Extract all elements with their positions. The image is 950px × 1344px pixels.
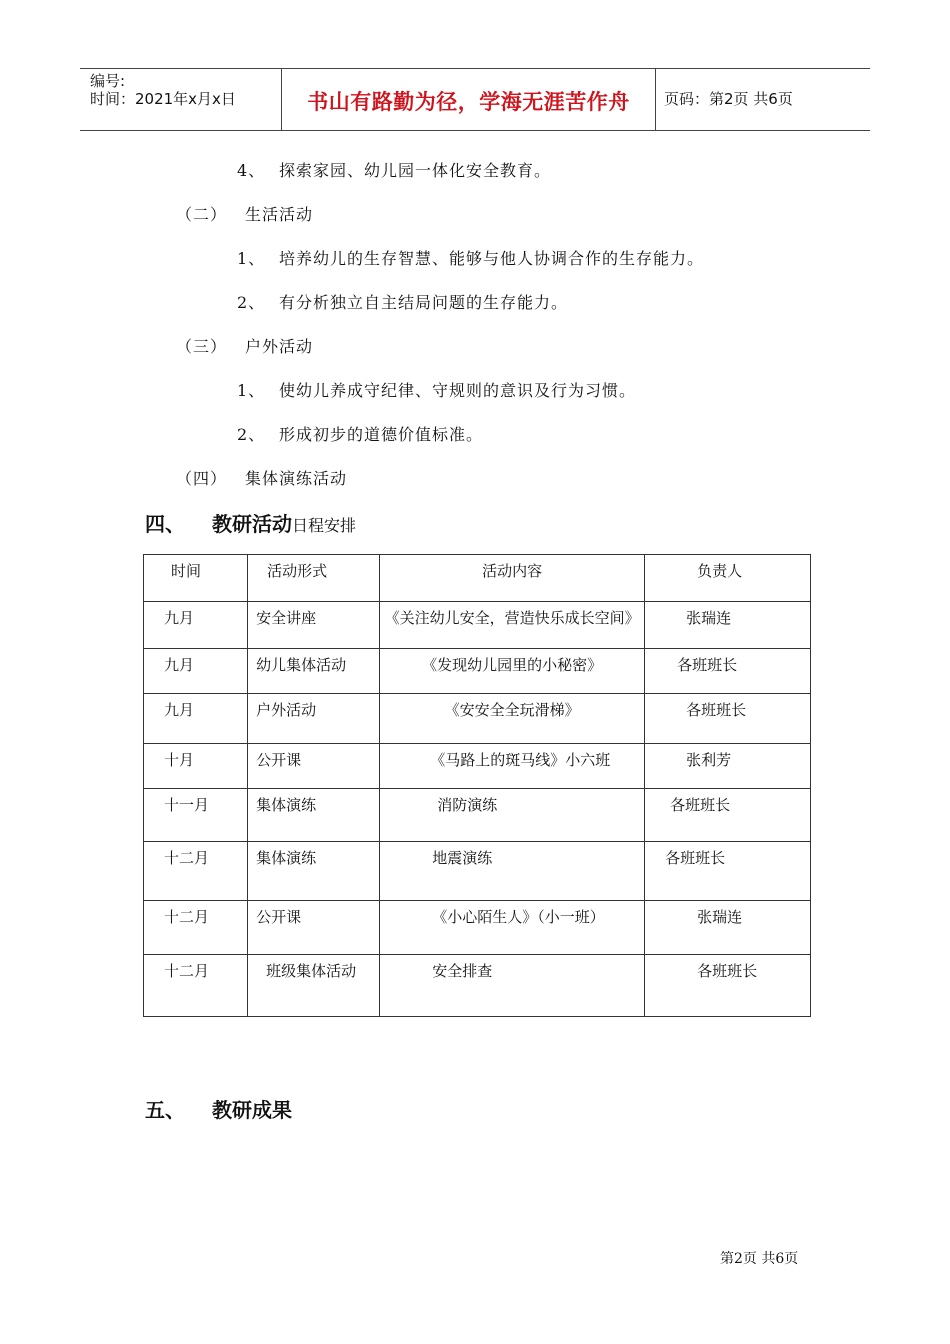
header-divider — [655, 69, 656, 130]
list-item: 2、 有分析独立自主结局问题的生存能力。 — [237, 293, 569, 312]
table-row: 九月 幼儿集体活动 《发现幼儿园里的小秘密》 各班班长 — [144, 649, 811, 694]
list-item: 4、 探索家园、幼儿园一体化安全教育。 — [237, 161, 552, 180]
page-footer: 第2页 共6页 — [720, 1251, 799, 1267]
table-row: 十二月 公开课 《小心陌生人》（小一班） 张瑞连 — [144, 901, 811, 955]
header-slogan: 书山有路勤为径，学海无涯苦作舟 — [307, 89, 630, 114]
list-item: 1、 使幼儿养成守纪律、守规则的意识及行为习惯。 — [237, 381, 637, 400]
table-row: 九月 安全讲座 《关注幼儿安全，营造快乐成长空间》 张瑞连 — [144, 602, 811, 649]
page-header — [80, 68, 870, 131]
column-header: 活动形式 — [248, 555, 380, 602]
column-header: 时间 — [144, 555, 248, 602]
section-heading: （四） 集体演练活动 — [176, 469, 348, 488]
section-four-heading: 四、 教研活动日程安排 — [145, 512, 357, 536]
table-row: 十二月 集体演练 地震演练 各班班长 — [144, 842, 811, 901]
column-header: 负责人 — [645, 555, 811, 602]
section-heading: （三） 户外活动 — [176, 337, 314, 356]
table-header-row — [144, 555, 811, 602]
section-heading: （二） 生活活动 — [176, 205, 314, 224]
list-item: 2、 形成初步的道德价值标准。 — [237, 425, 484, 444]
time-label: 时间：2021年x月x日 — [90, 90, 236, 108]
table-row: 十二月 班级集体活动 安全排查 各班班长 — [144, 955, 811, 1017]
header-page-info: 页码：第2页 共6页 — [664, 90, 793, 108]
column-header: 活动内容 — [380, 555, 645, 602]
schedule-table — [143, 554, 811, 1017]
header-meta — [90, 72, 236, 108]
table-row: 十月 公开课 《马路上的斑马线》小六班 张利芳 — [144, 744, 811, 789]
code-label: 编号: — [90, 72, 126, 90]
table-row: 九月 户外活动 《安安全全玩滑梯》 各班班长 — [144, 694, 811, 744]
table-row: 十一月 集体演练 消防演练 各班班长 — [144, 789, 811, 842]
section-five-heading: 五、 教研成果 — [145, 1098, 292, 1122]
list-item: 1、 培养幼儿的生存智慧、能够与他人协调合作的生存能力。 — [237, 249, 705, 268]
